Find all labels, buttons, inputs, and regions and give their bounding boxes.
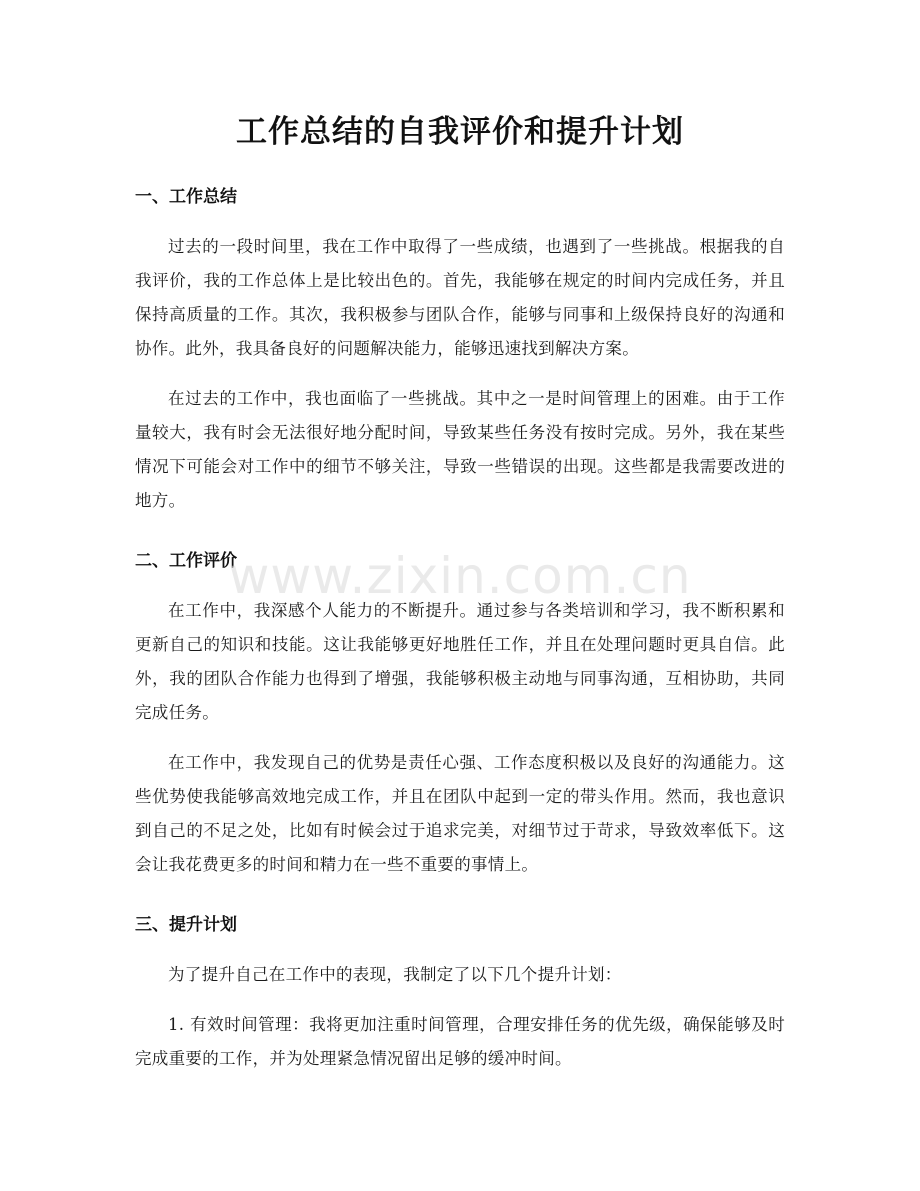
paragraph: 在过去的工作中，我也面临了一些挑战。其中之一是时间管理上的困难。由于工作量较大，我有时会无法很好地分配时间，导致某些任务没有按时完成。另外，我在某些情况下可能会对工作中的细节不够关注，导致一些错误的出现。这些都是我需要改进的地方。 — [135, 389, 785, 510]
paragraph: 为了提升自己在工作中的表现，我制定了以下几个提升计划： — [168, 965, 622, 984]
section-work-summary — [135, 184, 785, 518]
section-work-evaluation — [135, 548, 785, 882]
paragraph: 在工作中，我发现自己的优势是责任心强、工作态度积极以及良好的沟通能力。这些优势使我能够高效地完成工作，并且在团队中起到一定的带头作用。然而，我也意识到自己的不足之处，比如有时候会过于追求完美，对细节过于苛求，导致效率低下。这会让我花费更多的时间和精力在一些不重要的事情上。 — [135, 753, 785, 874]
section-heading: 一、工作总结 — [135, 187, 237, 207]
document-title: 工作总结的自我评价和提升计划 — [236, 114, 684, 150]
paragraph: 过去的一段时间里，我在工作中取得了一些成绩，也遇到了一些挑战。根据我的自我评价，我的工作总体上是比较出色的。首先，我能够在规定的时间内完成任务，并且保持高质量的工作。其次，我积极参与团队合作，能够与同事和上级保持良好的沟通和协作。此外，我具备良好的问题解决能力，能够迅速找到解决方案。 — [135, 237, 785, 358]
watermark: www.zixin.com.cn — [228, 547, 692, 605]
section-heading: 二、工作评价 — [135, 551, 237, 571]
list-item: 1. 有效时间管理：我将更加注重时间管理，合理安排任务的优先级，确保能够及时完成重要的工作，并为处理紧急情况留出足够的缓冲时间。 — [135, 1015, 785, 1068]
section-heading: 三、提升计划 — [135, 915, 237, 935]
paragraph: 在工作中，我深感个人能力的不断提升。通过参与各类培训和学习，我不断积累和更新自己的知识和技能。这让我能够更好地胜任工作，并且在处理问题时更具自信。此外，我的团队合作能力也得到了增强，我能够积极主动地与同事沟通，互相协助，共同完成任务。 — [135, 601, 785, 722]
section-improvement-plan — [135, 912, 785, 1076]
